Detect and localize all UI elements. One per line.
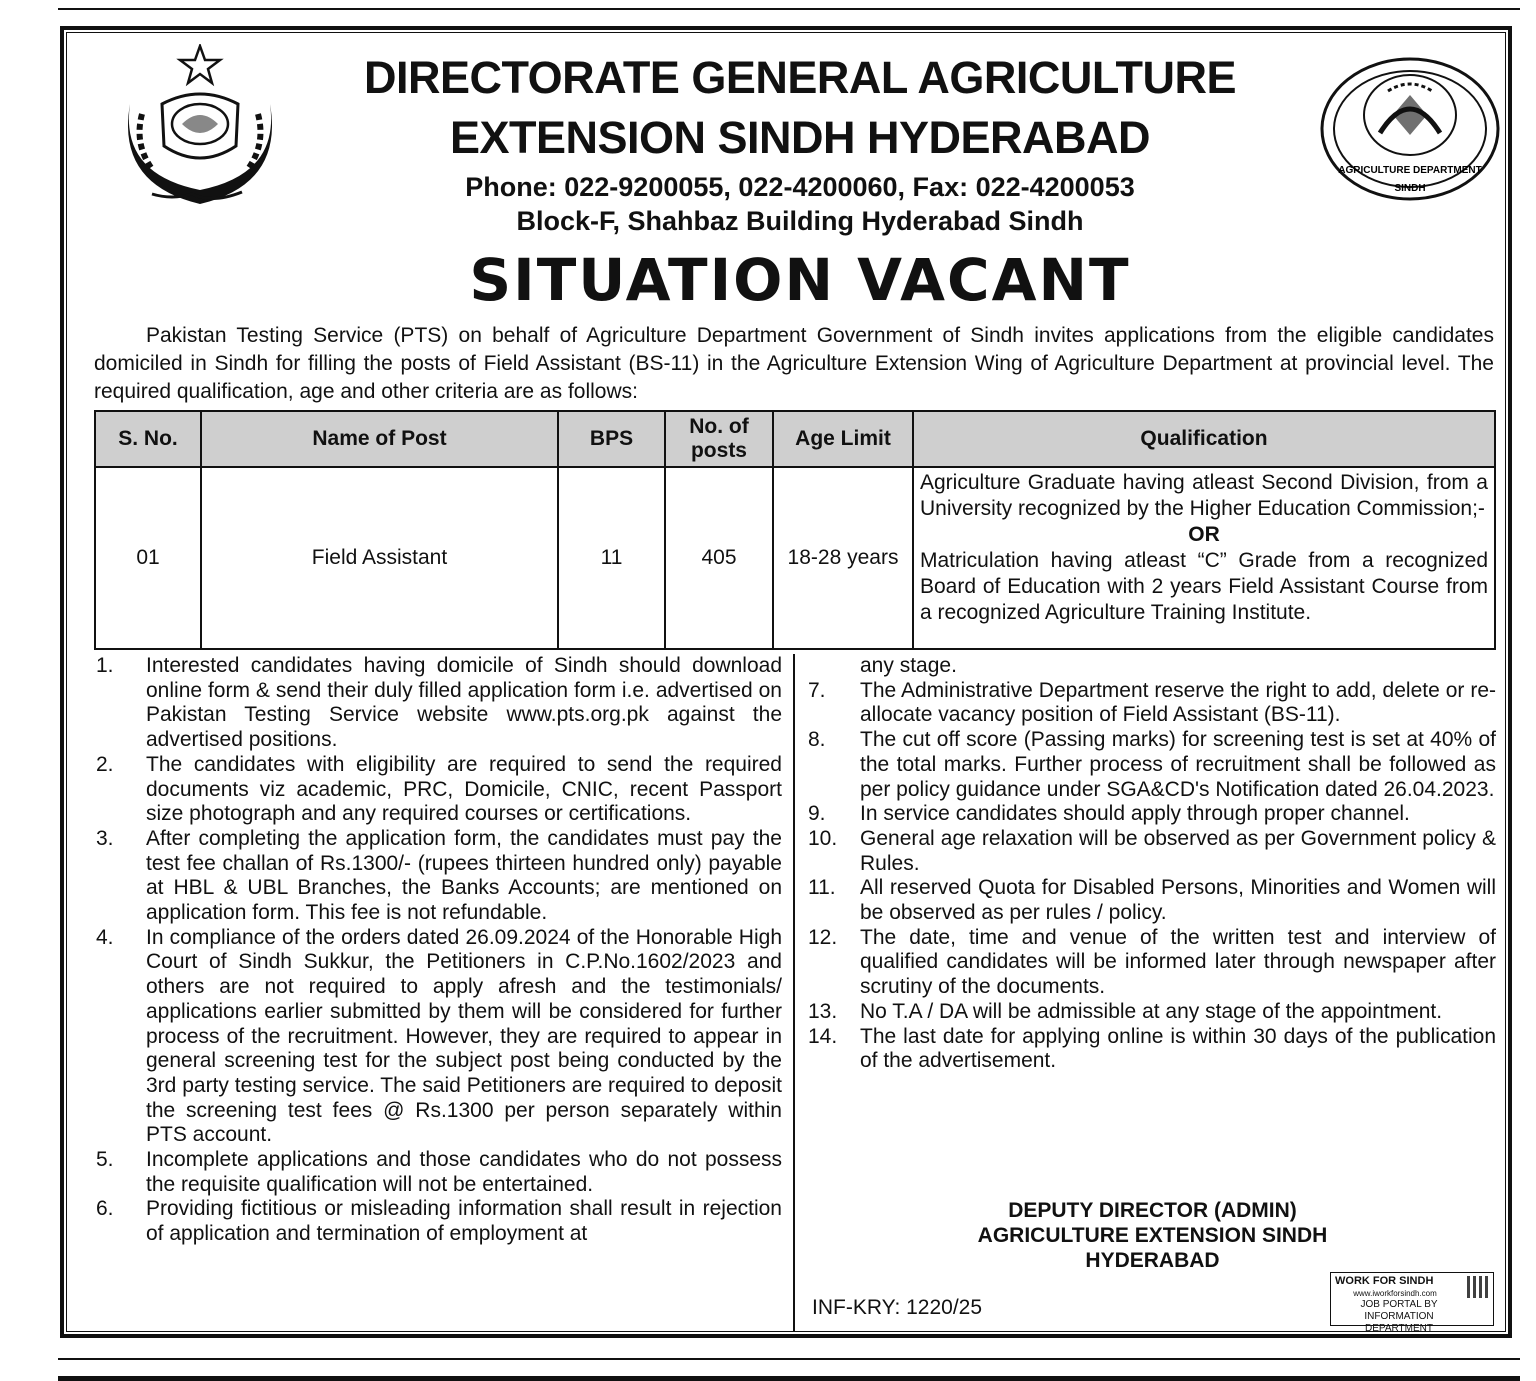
item-text: The last date for applying online is within 30 days of the publication of the advertisement.: [860, 1024, 1496, 1073]
item-text: The Administrative Department reserve the right to add, delete or re-allocate vacancy position of Field Assistant (BS-11).: [860, 678, 1496, 727]
cell-age: 18-28 years: [773, 467, 913, 649]
signature-office: AGRICULTURE EXTENSION SINDH: [977, 1224, 1328, 1247]
table-row: [95, 467, 1495, 649]
header-bps: BPS: [558, 411, 665, 467]
cell-post: Field Assistant: [201, 467, 558, 649]
item-number: 9.: [808, 802, 826, 826]
cell-qualification: [913, 467, 1495, 649]
item-text: Providing fictitious or misleading information shall result in rejection of application and termination of employment at: [146, 1197, 782, 1246]
list-item: [96, 827, 782, 926]
bottom-thick-rule: [58, 1376, 1520, 1381]
cell-bps: 11: [558, 467, 665, 649]
top-rule: [58, 8, 1520, 10]
list-item: [96, 926, 782, 1148]
item-text: Incomplete applications and those candidates who do not possess the requisite qualification will not be entertained.: [146, 1148, 782, 1196]
item-text: All reserved Quota for Disabled Persons, Minorities and Women will be observed as per rules / policy.: [860, 876, 1496, 925]
list-item: [808, 679, 1496, 728]
badge-caption-line1: JOB PORTAL BY: [1360, 1299, 1438, 1310]
title-line-2: EXTENSION SINDH HYDERABAD: [449, 112, 1151, 163]
list-item: [96, 1197, 782, 1246]
item-text: Interested candidates having domicile of Sindh should download online form & send their duly filled application form i.e. advertised on Pakistan Testing Service website www.pts.org.pk against the advertised positions.: [146, 654, 782, 752]
header-qualification: Qualification: [913, 411, 1495, 467]
list-item: [96, 654, 782, 753]
seal-bottom-text: SINDH: [1394, 183, 1426, 194]
contact-address: Block-F, Shahbaz Building Hyderabad Sindh: [516, 206, 1084, 236]
qr-code-icon: [1467, 1276, 1489, 1298]
header-posts: No. of posts: [665, 411, 773, 467]
list-item: [808, 802, 1496, 827]
item-text: In compliance of the orders dated 26.09.2024 of the Honorable High Court of Sindh Sukkur, the Petitioners in C.P.No.1602/2023 and others are not required to apply afresh and the testimonials/ applications earlier submitted by them will be considered for further process of the recruitment. However, they are required to appear in general screening test for the subject post being conducted by the 3rd party testing service. The said Petitioners are required to deposit the screening test fees @ Rs.1300 per person separately within PTS account.: [146, 925, 782, 1147]
title-line-1: DIRECTORATE GENERAL AGRICULTURE: [363, 52, 1237, 103]
reference-number: INF-KRY: 1220/25: [812, 1296, 983, 1319]
qualification-matric: Matriculation having atleast “C” Grade from a recognized Board of Education with 2 years Field Assistant Course from a recognized Agriculture Training Institute.: [920, 549, 1488, 624]
item-text: The candidates with eligibility are required to send the required documents viz academic, PRC, Domicile, CNIC, recent Passport size photograph and any required courses or certifications.: [146, 752, 782, 826]
item-number: 10.: [808, 826, 838, 850]
item-number: 2.: [96, 752, 114, 776]
job-portal-badge: [1330, 1272, 1494, 1334]
item-number: 8.: [808, 728, 826, 752]
qualification-or: OR: [1188, 523, 1220, 546]
header-sno: S. No.: [95, 411, 201, 467]
item-text: The cut off score (Passing marks) for screening test is set at 40% of the total marks. Further process of recruitment shall be followed as per policy guidance under SGA&CD's Notification dated 26.04.2023.: [860, 728, 1496, 801]
vacancy-table: [94, 410, 1496, 650]
item-number: 11.: [808, 876, 836, 900]
conditions-left-column: [96, 654, 782, 1247]
cell-posts: 405: [665, 467, 773, 649]
item-number: 5.: [96, 1148, 114, 1172]
list-item: [808, 876, 1496, 925]
item-number: 6.: [96, 1197, 114, 1221]
signature-city: HYDERABAD: [1085, 1249, 1220, 1272]
badge-caption: [1335, 1299, 1463, 1335]
item-text: In service candidates should apply through proper channel.: [860, 802, 1410, 826]
item-number: 3.: [96, 826, 114, 850]
cell-sno: 01: [95, 467, 201, 649]
badge-title: WORK FOR SINDH: [1335, 1275, 1434, 1287]
agriculture-department-seal-icon: [1318, 55, 1502, 203]
item-6-continuation: any stage.: [860, 654, 957, 677]
seal-top-text: AGRICULTURE DEPARTMENT: [1338, 165, 1482, 176]
badge-caption-line2: INFORMATION DEPARTMENT: [1364, 1311, 1434, 1334]
item-text: General age relaxation will be observed as per Government policy & Rules.: [860, 826, 1496, 875]
item-number: 1.: [96, 654, 114, 677]
column-divider: [793, 654, 795, 1332]
list-item: [96, 1148, 782, 1197]
qualification-graduate: Agriculture Graduate having atleast Second Division, from a University recognized by the Higher Education Commission;-: [920, 471, 1488, 520]
list-item: [808, 728, 1496, 802]
sindh-government-emblem-icon: [112, 44, 288, 214]
contact-phone: Phone: 022-9200055, 022-4200060, Fax: 022-4200053: [465, 172, 1135, 202]
list-item: [808, 827, 1496, 876]
list-item: [808, 1025, 1496, 1074]
conditions-right-column: [808, 654, 1496, 1074]
signature-block: [900, 1198, 1405, 1273]
item-number: 4.: [96, 925, 114, 949]
header-post: Name of Post: [201, 411, 558, 467]
list-item: [808, 1000, 1496, 1025]
list-item: [96, 753, 782, 827]
item-number: 7.: [808, 678, 826, 702]
list-item: [808, 926, 1496, 1000]
header-age: Age Limit: [773, 411, 913, 467]
item-number: 14.: [808, 1024, 838, 1048]
item-number: 13.: [808, 999, 838, 1023]
item-number: 12.: [808, 925, 838, 949]
badge-url: www.iworkforsindh.com: [1353, 1289, 1437, 1298]
table-header-row: [95, 411, 1495, 467]
bottom-rule: [58, 1358, 1520, 1360]
page-heading: SITUATION VACANT: [469, 246, 1131, 314]
signature-title: DEPUTY DIRECTOR (ADMIN): [1008, 1199, 1297, 1222]
item-text: No T.A / DA will be admissible at any stage of the appointment.: [860, 999, 1443, 1023]
item-text: After completing the application form, the candidates must pay the test fee challan of Rs.1300/- (rupees thirteen hundred only) payable at HBL & UBL Branches, the Banks Accounts; are mentioned on application form. This fee is not refundable.: [146, 826, 782, 925]
intro-paragraph: Pakistan Testing Service (PTS) on behalf of Agriculture Department Government of Sindh invites applications from the eligible candidates domiciled in Sindh for filling the posts of Field Assistant (BS-11) in the Agriculture Extension Wing of Agriculture Department at provincial level. The required qualification, age and other criteria are as follows:: [94, 324, 1494, 403]
item-text: The date, time and venue of the written test and interview of qualified candidates will be informed later through newspaper after scrutiny of the documents.: [860, 925, 1496, 999]
